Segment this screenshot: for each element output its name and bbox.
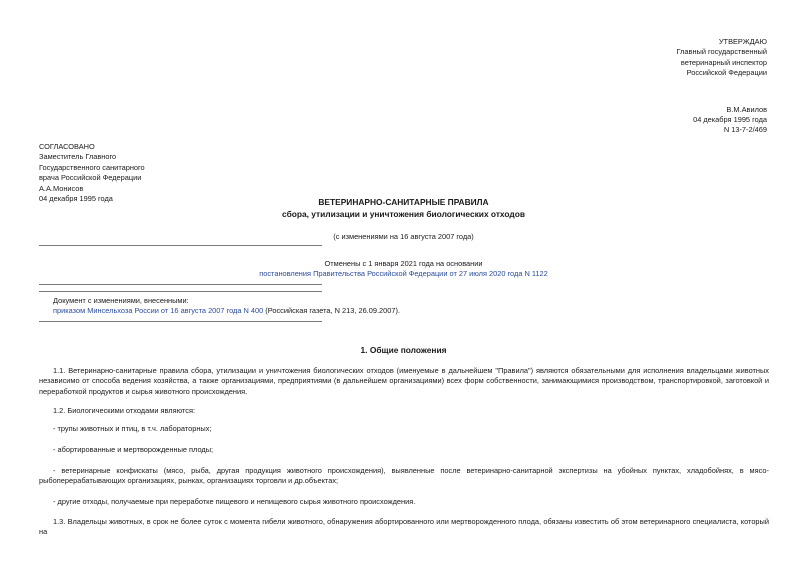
changes-label: Документ с изменениями, внесенными:: [53, 296, 189, 305]
divider: [39, 284, 322, 285]
approval-position-line: Российской Федерации: [686, 68, 767, 78]
cancellation-link[interactable]: постановления Правительства Российской Федерации от 27 июля 2020 года N 1122: [259, 269, 548, 279]
approval-signer-name: В.М.Авилов: [726, 104, 767, 114]
cancellation-text: Отменены с 1 января 2021 года на основании: [324, 259, 483, 268]
agreement-signer-name: А.А.Монисов: [39, 183, 84, 193]
changes-block: [53, 296, 400, 317]
agreement-line: врача Российской Федерации: [39, 173, 142, 183]
approval-date: 04 декабря 1995 года: [693, 115, 767, 125]
document-title-line2: сбора, утилизации и уничтожения биологических отходов: [282, 208, 525, 219]
list-item: - ветеринарные конфискаты (мясо, рыба, другая продукция животного происхождения), выявленные после ветеринарно-санитарной экспертизы на убойных пунктах, хладобойнях, в мясо-рыбоперерабатывающих организациях, рынках, организациях торговли и др.объектах;: [39, 466, 769, 486]
approval-position-line: ветеринарный инспектор: [680, 57, 767, 67]
amendment-note: (с изменениями на 16 августа 2007 года): [333, 232, 474, 241]
approval-heading: УТВЕРЖДАЮ: [718, 37, 767, 46]
list-item: - абортированные и мертворожденные плоды;: [53, 445, 214, 454]
changes-link[interactable]: приказом Минсельхоза России от 16 августа 2007 года N 400: [53, 306, 264, 316]
list-item: - другие отходы, получаемые при переработке пищевого и непищевого сырья животного происхождения.: [53, 497, 416, 506]
paragraph-1-3: 1.3. Владельцы животных, в срок не более суток с момента гибели животного, обнаружения абортированного или мертворожденного плода, обязаны известить об этом ветеринарного специалиста, который на: [39, 517, 769, 537]
agreement-block: [39, 142, 145, 204]
list-item: - трупы животных и птиц, в т.ч. лабораторных;: [53, 424, 212, 433]
divider: [39, 291, 322, 292]
document-title-line1: ВЕТЕРИНАРНО-САНИТАРНЫЕ ПРАВИЛА: [318, 197, 489, 207]
section-title: 1. Общие положения: [360, 345, 447, 355]
cancellation-note: [0, 259, 807, 280]
paragraph-1-2: 1.2. Биологическими отходами являются:: [53, 406, 196, 415]
agreement-date: 04 декабря 1995 года: [39, 194, 113, 204]
changes-source: (Российская газета, N 213, 26.09.2007).: [263, 306, 400, 316]
divider: [39, 321, 322, 322]
approval-spacer: [677, 79, 767, 92]
paragraph-1-1: 1.1. Ветеринарно-санитарные правила сбора, утилизации и уничтожения биологических отходов (именуемые в дальнейшем "Правила") являются обязательными для исполнения владельцами животных независимо от способа ведения хозяйства, а также организациями, предприятиями (в дальнейшем организациями) всех форм собственности, занимающимися производством, транспортировкой, заготовкой и переработкой продуктов и сырья животного происхождения.: [39, 366, 769, 396]
approval-number: N 13-7-2/469: [723, 125, 767, 135]
divider: [39, 245, 322, 246]
agreement-heading: СОГЛАСОВАНО: [39, 142, 95, 151]
approval-position-line: Главный государственный: [676, 47, 767, 57]
agreement-line: Заместитель Главного: [39, 152, 117, 162]
approval-spacer: [677, 92, 767, 105]
approval-block: [677, 37, 767, 136]
document-title: [0, 197, 807, 220]
agreement-line: Государственного санитарного: [39, 162, 145, 172]
